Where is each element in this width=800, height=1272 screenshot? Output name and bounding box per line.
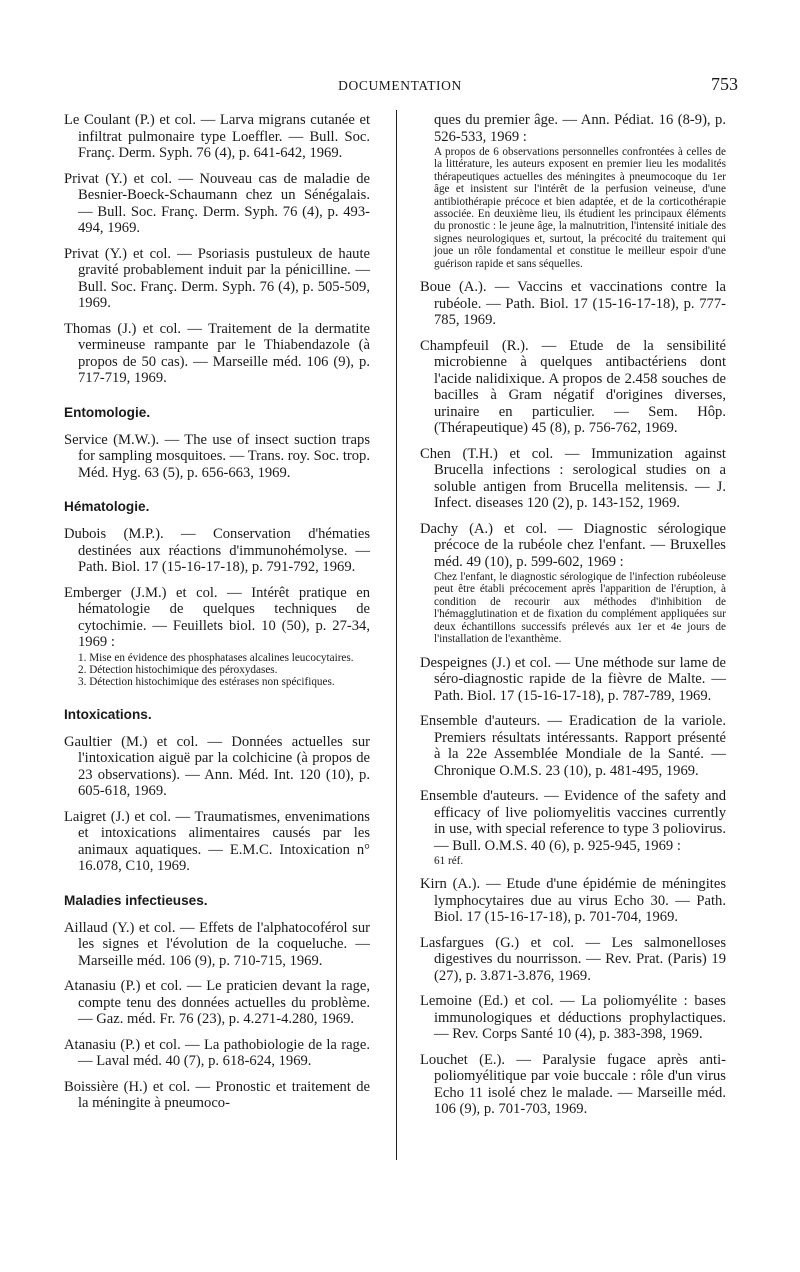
bibliography-entry: [420, 713, 726, 779]
entry-text: Ensemble d'auteurs. — Eradication de la variole. Premiers résultats intéressants. Rapport présenté à la 22e Assemblée Mondiale de la Santé. — Chronique O.M.S. 23 (10), p. 481-495, 1969.: [420, 713, 726, 779]
bibliography-entry: [420, 876, 726, 926]
entry-note: 2. Détection histochimique des péroxydases.: [78, 663, 278, 676]
bibliography-entry: [420, 446, 726, 512]
bibliography-entry: [64, 246, 370, 312]
bibliography-entry: [420, 521, 726, 646]
bibliography-entry: [64, 432, 370, 482]
entry-text: Boue (A.). — Vaccins et vaccinations contre la rubéole. — Path. Biol. 17 (15-16-17-18), p. 777-785, 1969.: [420, 279, 726, 329]
entry-text: Thomas (J.) et col. — Traitement de la dermatite vermineuse rampante par le Thiabendazole (à propos de 50 cas). — Marseille méd. 106 (9), p. 717-719, 1969.: [64, 320, 370, 386]
entry-text: Louchet (E.). — Paralysie fugace après anti-poliomyélitique par voie buccale : rôle d'un virus Echo 11 isolé chez le malade. — Marseille méd. 106 (9), p. 701-703, 1969.: [420, 1051, 726, 1118]
entry-text: Privat (Y.) et col. — Psoriasis pustuleux de haute gravité probablement induit par la pénicilline. — Bull. Soc. Franç. Derm. Syph. 76 (4), p. 505-509, 1969.: [64, 245, 370, 311]
section-heading: Maladies infectieuses.: [64, 892, 208, 908]
bibliography-entry: [64, 809, 370, 875]
bibliography-entry: [64, 978, 370, 1028]
section-heading: Entomologie.: [64, 404, 151, 420]
left-column: [64, 112, 370, 1121]
bibliography-entry: [64, 171, 370, 237]
entry-text: Dachy (A.) et col. — Diagnostic sérologique précoce de la rubéole chez l'enfant. — Bruxelles méd. 49 (10), p. 599-602, 1969 :: [420, 520, 726, 570]
bibliography-entry: [64, 526, 370, 576]
section-heading: Intoxications.: [64, 706, 152, 722]
page-number: 753: [711, 74, 738, 94]
entry-text: Chen (T.H.) et col. — Immunization against Brucella infections : serological studies on a soluble antigen from Brucella melitensis. — J. Infect. diseases 120 (2), p. 143-152, 1969.: [420, 445, 726, 512]
bibliography-entry: [64, 112, 370, 162]
bibliography-entry: [64, 920, 370, 970]
entry-text: Le Coulant (P.) et col. — Larva migrans cutanée et infiltrat pulmonaire type Loeffler. — Bull. Soc. Franç. Derm. Syph. 76 (4), p. 641-642, 1969.: [64, 112, 370, 161]
bibliography-entry: [64, 734, 370, 800]
entry-notes: [78, 652, 370, 689]
entry-note: 1. Mise en évidence des phosphatases alcalines leucocytaires.: [78, 651, 354, 664]
bibliography-entry: [420, 993, 726, 1043]
bibliography-entry: [420, 1052, 726, 1118]
bibliography-entry: [420, 112, 726, 270]
entry-text: Kirn (A.). — Etude d'une épidémie de méningites lymphocytaires due au virus Echo 30. — Path. Biol. 17 (15-16-17-18), p. 701-704, 1969.: [420, 876, 726, 926]
entry-abstract: Chez l'enfant, le diagnostic sérologique de l'infection rubéoleuse peut être établi précocement après l'apparition de l'éruption, à condition de recourir aux méthodes d'inhibition de l'hémagglutination et de fixation du complément appliquées sur deux échantillons successifs prélevés aux 1er et 4e jours de l'installation de l'exanthème.: [434, 571, 726, 646]
bibliography-entry: [420, 338, 726, 437]
entry-text: ques du premier âge. — Ann. Pédiat. 16 (8-9), p. 526-533, 1969 :: [434, 112, 726, 145]
bibliography-entry: [64, 585, 370, 689]
bibliography-entry: [420, 788, 726, 867]
entry-text: Lemoine (Ed.) et col. — La poliomyélite : bases immunologiques et déductions prophylactiques. — Rev. Corps Santé 10 (4), p. 383-398, 1969.: [420, 993, 726, 1043]
entry-text: Atanasiu (P.) et col. — Le praticien devant la rage, compte tenu des données actuelles du problème. — Gaz. méd. Fr. 76 (23), p. 4.271-4.280, 1969.: [64, 978, 370, 1028]
entry-abstract: 61 réf.: [434, 855, 464, 867]
entry-abstract: A propos de 6 observations personnelles confrontées à celles de la littérature, les auteurs exposent en premier lieu les modalités thérapeutiques actuelles des méningites à pneumocoque du 1er âge et insistent sur l'intérêt de la perfusion veineuse, d'une antibiothérapie précoce et bien adaptée, et de la corticothérapie associée. En deuxième lieu, ils étudient les principaux éléments du pronostic : le jeune âge, la malnutrition, l'intensité initiale des signes neurologiques et, surtout, la précocité du traitement qui joue un rôle fondamental et constitue le meilleur espoir d'une guérison rapide et sans séquelles.: [434, 146, 726, 270]
bibliography-entry: [420, 279, 726, 329]
running-title: DOCUMENTATION: [338, 78, 462, 93]
entry-text: Ensemble d'auteurs. — Evidence of the safety and efficacy of live poliomyelitis vaccines currently in use, with special reference to type 3 poliovirus. — Bull. O.M.S. 40 (6), p. 925-945, 1969 :: [420, 788, 726, 854]
entry-text: Gaultier (M.) et col. — Données actuelles sur l'intoxication aiguë par la colchicine (à propos de 23 observations). — Ann. Méd. Int. 120 (10), p. 605-618, 1969.: [64, 733, 370, 800]
right-column: [420, 112, 726, 1127]
entry-text: Despeignes (J.) et col. — Une méthode sur lame de séro-diagnostic rapide de la fièvre de Malte. — Path. Biol. 17 (15-16-17-18), p. 787-789, 1969.: [420, 654, 726, 704]
section-heading: Hématologie.: [64, 499, 150, 514]
entry-text: Emberger (J.M.) et col. — Intérêt pratique en hématologie de quelques techniques de cytochimie. — Feuillets biol. 10 (50), p. 27-34, 1969 :: [64, 584, 370, 650]
bibliography-entry: [420, 935, 726, 985]
entry-text: Dubois (M.P.). — Conservation d'hématies destinées aux réactions d'immunohémolyse. — Path. Biol. 17 (15-16-17-18), p. 791-792, 1969.: [64, 526, 370, 575]
page-header: [62, 74, 738, 98]
entry-text: Atanasiu (P.) et col. — La pathobiologie de la rage. — Laval méd. 40 (7), p. 618-624, 1969.: [64, 1036, 370, 1070]
entry-text: Privat (Y.) et col. — Nouveau cas de maladie de Besnier-Boeck-Schaumann chez un Sénégalais. — Bull. Soc. Franç. Derm. Syph. 76 (4), p. 493-494, 1969.: [64, 170, 370, 236]
entry-text: Boissière (H.) et col. — Pronostic et traitement de la méningite à pneumoco-: [64, 1078, 370, 1112]
entry-text: Aillaud (Y.) et col. — Effets de l'alphatocoférol sur les signes et l'évolution de la coqueluche. — Marseille méd. 106 (9), p. 710-715, 1969.: [64, 919, 370, 969]
entry-text: Laigret (J.) et col. — Traumatismes, envenimations et intoxications alimentaires causés par les animaux aquatiques. — E.M.C. Intoxication n° 16.078, C10, 1969.: [64, 808, 370, 875]
bibliography-entry: [64, 1079, 370, 1112]
column-divider: [396, 110, 397, 1160]
entry-text: Lasfargues (G.) et col. — Les salmonelloses digestives du nourrisson. — Rev. Prat. (Paris) 19 (27), p. 3.871-3.876, 1969.: [420, 934, 726, 984]
entry-note: 3. Détection histochimique des estérases non spécifiques.: [78, 676, 335, 689]
bibliography-entry: [64, 321, 370, 387]
entry-text: Champfeuil (R.). — Etude de la sensibilité microbienne à quelques antibactériens dont l'acide nalidixique. A propos de 2.458 souches de bacilles à Gram négatif d'origines diverses, urinaire en particulier. — Sem. Hôp. (Thérapeutique) 45 (8), p. 756-762, 1969.: [420, 337, 726, 437]
bibliography-entry: [420, 655, 726, 705]
bibliography-entry: [64, 1037, 370, 1070]
entry-text: Service (M.W.). — The use of insect suction traps for sampling mosquitoes. — Trans. roy. Soc. trop. Méd. Hyg. 63 (5), p. 656-663, 1969.: [64, 431, 370, 481]
